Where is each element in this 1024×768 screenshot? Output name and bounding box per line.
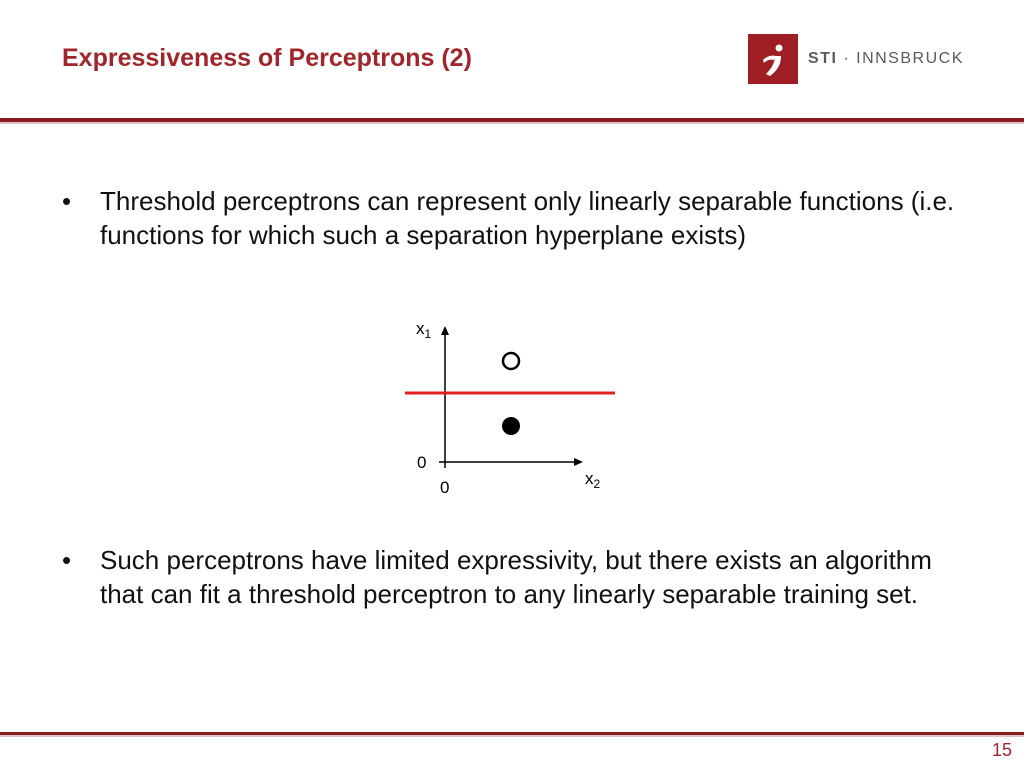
- sti-logo-mark: [748, 34, 798, 84]
- separation-diagram: [395, 310, 625, 500]
- logo-separator: ·: [843, 50, 851, 67]
- x-origin-label: 0: [440, 478, 450, 497]
- header-rule-shadow: [0, 122, 1024, 124]
- y-axis-label-main: x: [416, 319, 425, 338]
- y-axis-arrow: [441, 326, 449, 335]
- page-number: 15: [991, 740, 1012, 760]
- logo-wordmark: [808, 50, 964, 68]
- bullet-text: Threshold perceptrons can represent only linearly separable functions (i.e. functions for which such a separation hyperplane exists): [100, 186, 955, 250]
- footer-rule-shadow: [0, 735, 1024, 737]
- sti-innsbruck-logo: [748, 34, 964, 84]
- bullet-marker: •: [62, 545, 72, 575]
- x-axis-label-sub: 2: [593, 477, 601, 491]
- positive-example-point: [502, 417, 520, 435]
- y-origin-label: 0: [417, 453, 427, 472]
- x-axis-label-main: x: [585, 469, 594, 488]
- sti-logo-glyph: [748, 34, 798, 84]
- logo-brand: STI: [808, 50, 838, 67]
- negative-example-point: [503, 353, 519, 369]
- x-axis-label: [585, 469, 601, 491]
- logo-name: INNSBRUCK: [856, 50, 964, 67]
- bullet-marker: •: [62, 186, 72, 216]
- y-axis-label-sub: 1: [424, 327, 432, 341]
- bullet-text: Such perceptrons have limited expressivity, but there exists an algorithm that can fit a threshold perceptron to any linearly separable training set.: [100, 545, 932, 609]
- slide-title: Expressiveness of Perceptrons (2): [62, 44, 472, 72]
- x-axis-arrow: [574, 458, 583, 466]
- y-axis-label: [416, 319, 432, 341]
